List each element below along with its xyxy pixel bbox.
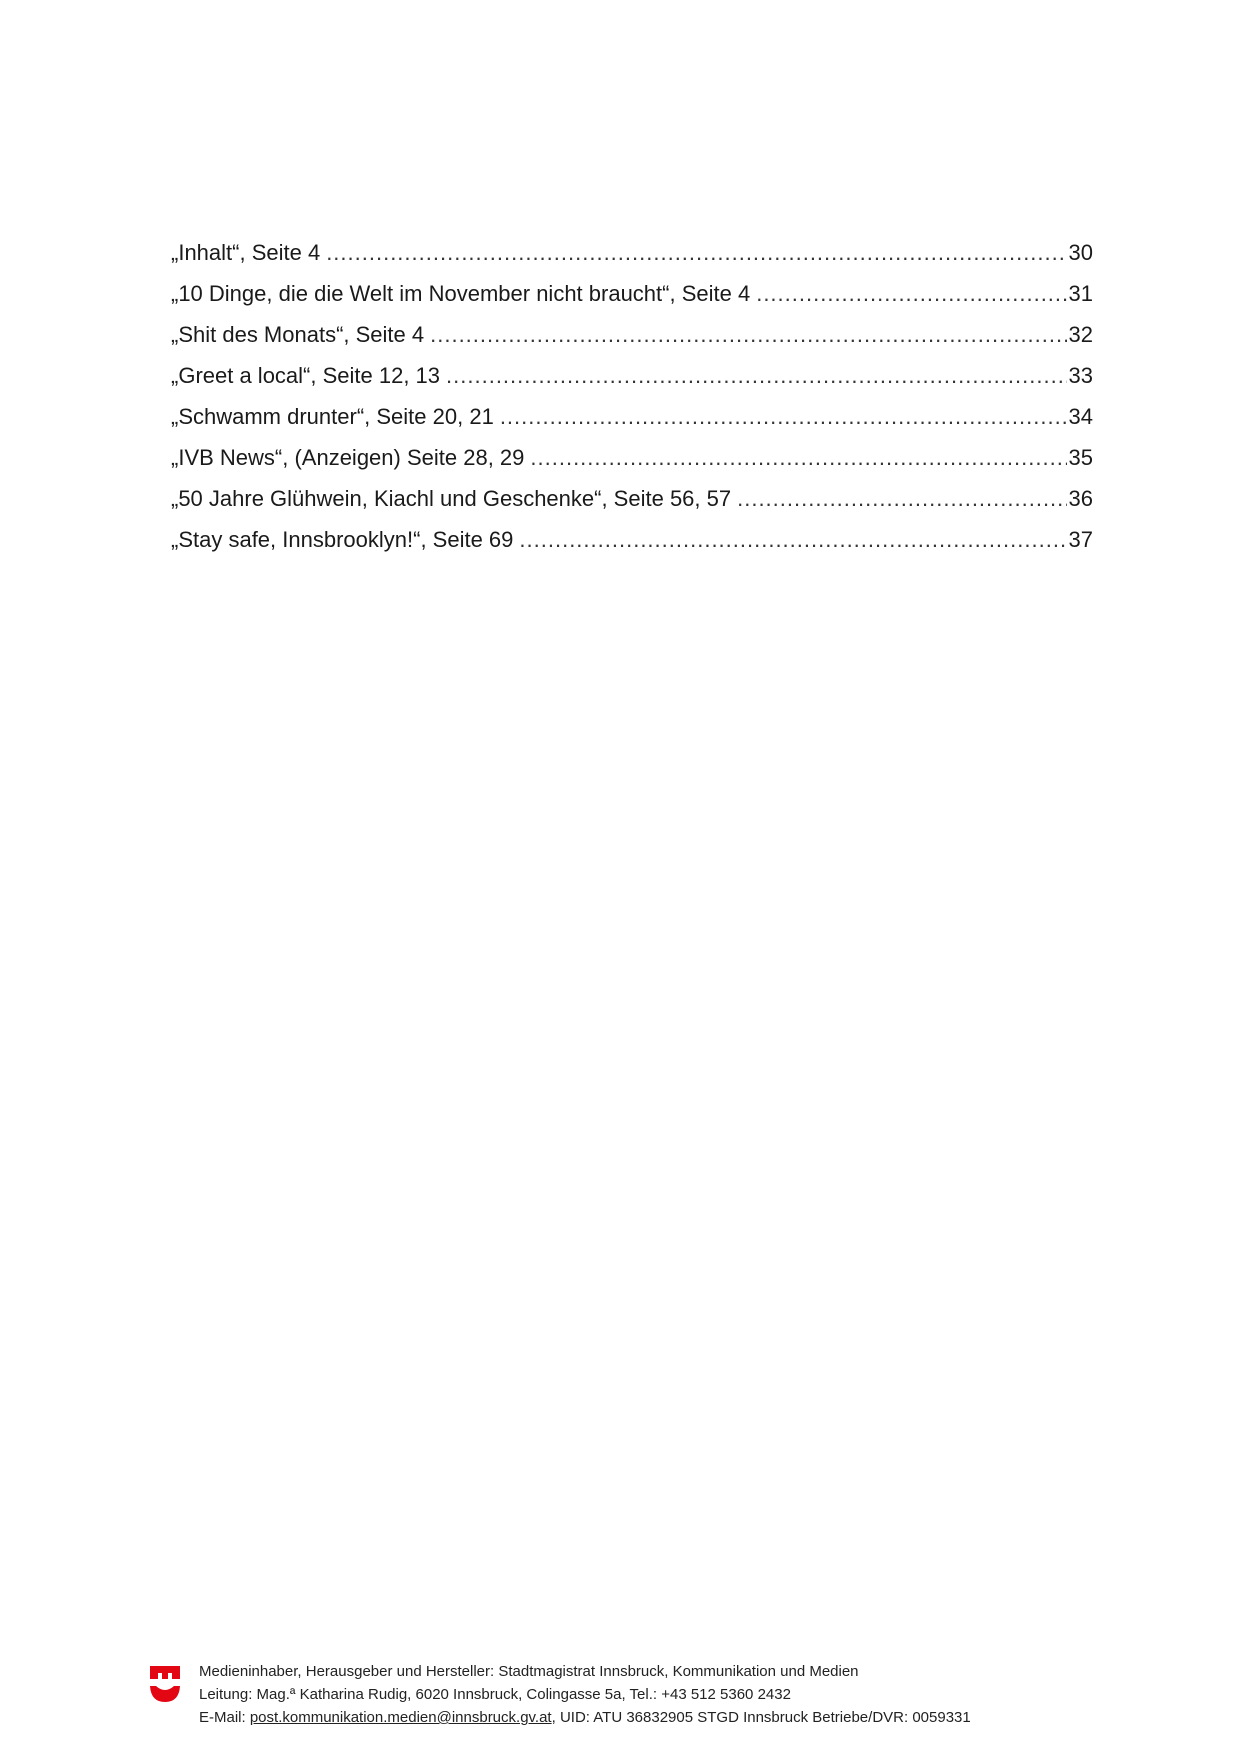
toc-dot-leader <box>500 396 1067 437</box>
innsbruck-city-logo-icon <box>148 1662 182 1704</box>
toc-dot-leader <box>737 478 1066 519</box>
toc-entry-title: „Stay safe, Innsbrooklyn!“, Seite 69 <box>171 527 514 552</box>
toc-entry[interactable] <box>171 437 1093 478</box>
toc-entry-page: 31 <box>1068 281 1093 306</box>
page-footer <box>148 1660 1108 1729</box>
toc-entry-title: „Schwamm drunter“, Seite 20, 21 <box>171 404 494 429</box>
email-link[interactable]: post.kommunikation.medien@innsbruck.gv.at <box>249 1709 552 1726</box>
imprint-publisher: Medieninhaber, Herausgeber und Hersteller: Stadtmagistrat Innsbruck, Kommunikation und Medien <box>199 1663 859 1680</box>
toc-entry-title: „Greet a local“, Seite 12, 13 <box>171 363 441 388</box>
toc-entry[interactable] <box>171 478 1093 519</box>
toc-dot-leader <box>430 314 1066 355</box>
toc-dot-leader <box>756 273 1066 314</box>
toc-entry-page: 35 <box>1068 445 1093 470</box>
toc-entry-page: 30 <box>1068 240 1093 265</box>
imprint-text <box>199 1660 971 1729</box>
toc-entry[interactable] <box>171 355 1093 396</box>
toc-entry-title: „10 Dinge, die die Welt im November nicht braucht“, Seite 4 <box>171 281 751 306</box>
table-of-contents <box>171 232 1093 560</box>
toc-entry[interactable] <box>171 232 1093 273</box>
toc-entry[interactable] <box>171 273 1093 314</box>
toc-entry-page: 32 <box>1068 322 1093 347</box>
toc-entry-page: 34 <box>1068 404 1093 429</box>
toc-entry-page: 33 <box>1068 363 1093 388</box>
toc-entry-title: „Shit des Monats“, Seite 4 <box>171 322 425 347</box>
toc-entry-page: 37 <box>1068 527 1093 552</box>
toc-entry[interactable] <box>171 314 1093 355</box>
toc-dot-leader <box>326 232 1066 273</box>
toc-entry-title: „IVB News“, (Anzeigen) Seite 28, 29 <box>171 445 525 470</box>
imprint-management: Leitung: Mag.ª Katharina Rudig, 6020 Innsbruck, Colingasse 5a, Tel.: +43 512 5360 2432 <box>199 1686 791 1703</box>
toc-dot-leader <box>446 355 1066 396</box>
toc-entry-title: „50 Jahre Glühwein, Kiachl und Geschenke“, Seite 56, 57 <box>171 486 732 511</box>
imprint-contact <box>199 1706 971 1729</box>
toc-dot-leader <box>519 519 1066 560</box>
toc-entry-title: „Inhalt“, Seite 4 <box>171 240 321 265</box>
imprint-ids: , UID: ATU 36832905 STGD Innsbruck Betriebe/DVR: 0059331 <box>551 1709 971 1726</box>
email-label: E-Mail: <box>199 1709 250 1726</box>
toc-dot-leader <box>530 437 1066 478</box>
toc-entry-page: 36 <box>1068 486 1093 511</box>
toc-entry[interactable] <box>171 519 1093 560</box>
toc-entry[interactable] <box>171 396 1093 437</box>
